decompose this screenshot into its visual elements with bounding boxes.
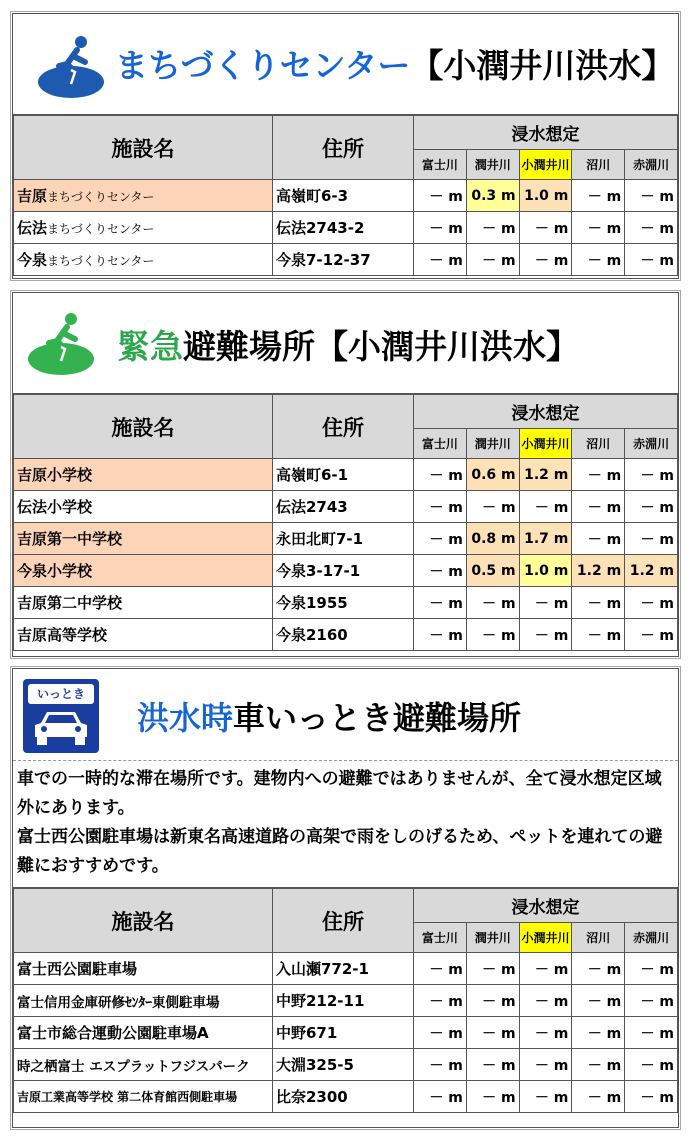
depth-value: － m [466,1081,519,1113]
facility-name: 富士西公園駐車場 [14,953,273,985]
depth-value: － m [572,1017,625,1049]
facility-table [13,394,678,651]
depth-value: 0.5 m [466,555,519,587]
depth-value: － m [414,180,467,212]
car-icon [31,709,91,747]
depth-value: － m [625,459,678,491]
name-text: 今泉 [17,251,48,269]
icon-label: いっとき [28,684,94,704]
title-rest: 【小潤井川洪水】 [410,46,675,85]
facility-name [14,244,273,276]
depth-value: － m [466,619,519,651]
depth-value: － m [519,619,572,651]
table-row [14,1081,678,1113]
description-paragraph: 富士西公園駐車場は新東名高速道路の高架で雨をしのげるため、ペットを連れての避難におすすめです。 [17,827,663,876]
depth-value: 1.0 m [519,555,572,587]
depth-value: 1.2 m [519,459,572,491]
depth-value: － m [466,1017,519,1049]
depth-value: － m [625,985,678,1017]
running-person-icon [27,309,97,379]
name-suffix: まちづくりセンター [47,254,155,268]
table-row [14,212,678,244]
facility-table [13,115,678,276]
title-rest: 車いっとき避難場所 [233,699,522,737]
depth-value: － m [572,619,625,651]
depth-value: － m [414,491,467,523]
depth-value: － m [414,619,467,651]
depth-value: － m [414,587,467,619]
depth-value: － m [572,180,625,212]
facility-address: 大淵325-5 [273,1049,414,1081]
depth-value: － m [519,587,572,619]
depth-value: － m [625,587,678,619]
col-header-flood: 浸水想定 [414,116,678,150]
facility-address: 今泉2160 [273,619,414,651]
facility-address: 今泉1955 [273,587,414,619]
col-header-river: 富士川 [414,923,467,953]
depth-value: － m [466,491,519,523]
col-header-name: 施設名 [14,889,273,953]
facility-name: 吉原第一中学校 [14,523,273,555]
section-title [137,693,521,739]
facility-address: 比奈2300 [273,1081,414,1113]
depth-value: － m [414,985,467,1017]
col-header-river: 沼川 [572,150,625,180]
facility-address: 今泉7-12-37 [273,244,414,276]
description [13,761,678,888]
facility-address: 中野212-11 [273,985,414,1017]
depth-value: － m [414,555,467,587]
col-header-address: 住所 [273,395,414,459]
col-header-river: 沼川 [572,923,625,953]
depth-value: － m [572,212,625,244]
table-row [14,523,678,555]
depth-value: － m [414,244,467,276]
depth-value: － m [572,1081,625,1113]
depth-value: － m [572,244,625,276]
table-row [14,1049,678,1081]
depth-value: － m [519,244,572,276]
facility-address: 伝法2743 [273,491,414,523]
facility-address: 伝法2743-2 [273,212,414,244]
name-text: 吉原 [17,187,48,205]
depth-value: － m [625,953,678,985]
facility-address: 入山瀬772-1 [273,953,414,985]
depth-value: － m [625,244,678,276]
section-machizukuri-center [12,13,679,279]
facility-name: 富士市総合運動公園駐車場A [14,1017,273,1049]
depth-value: － m [466,985,519,1017]
facility-name [14,180,273,212]
facility-name: 吉原高等学校 [14,619,273,651]
depth-value: － m [519,985,572,1017]
table-row [14,244,678,276]
depth-value: － m [414,953,467,985]
table-row [14,953,678,985]
facility-address: 永田北町7-1 [273,523,414,555]
name-suffix: まちづくりセンター [47,222,155,236]
facility-name: 今泉小学校 [14,555,273,587]
depth-value: － m [519,491,572,523]
depth-value: － m [466,587,519,619]
depth-value: － m [519,953,572,985]
section-header [13,669,678,761]
depth-value: － m [572,491,625,523]
depth-value: － m [414,459,467,491]
depth-value: 1.7 m [519,523,572,555]
section-header [13,14,678,115]
depth-value: － m [414,1049,467,1081]
col-header-river: 小潤井川 [519,429,572,459]
depth-value: － m [414,212,467,244]
col-header-flood: 浸水想定 [414,395,678,429]
facility-table [13,888,678,1113]
depth-value: － m [572,985,625,1017]
depth-value: － m [519,1017,572,1049]
col-header-river: 潤井川 [466,923,519,953]
depth-value: － m [466,244,519,276]
depth-value: － m [414,1081,467,1113]
col-header-river: 富士川 [414,429,467,459]
col-header-river: 沼川 [572,429,625,459]
depth-value: － m [519,1081,572,1113]
depth-value: － m [625,212,678,244]
col-header-flood: 浸水想定 [414,889,678,923]
facility-name: 吉原第二中学校 [14,587,273,619]
title-rest: 避難場所【小潤井川洪水】 [183,327,579,366]
depth-value: － m [519,212,572,244]
depth-value: － m [414,1017,467,1049]
col-header-river: 赤淵川 [625,150,678,180]
facility-name: 伝法小学校 [14,491,273,523]
col-header-river: 小潤井川 [519,150,572,180]
table-row [14,555,678,587]
col-header-name: 施設名 [14,395,273,459]
depth-value: － m [572,1049,625,1081]
depth-value: － m [466,212,519,244]
col-header-address: 住所 [273,116,414,180]
col-header-name: 施設名 [14,116,273,180]
depth-value: － m [466,953,519,985]
depth-value: － m [572,523,625,555]
depth-value: － m [572,459,625,491]
col-header-river: 富士川 [414,150,467,180]
col-header-river: 小潤井川 [519,923,572,953]
depth-value: 0.8 m [466,523,519,555]
facility-name [14,212,273,244]
depth-value: － m [625,491,678,523]
section-title [117,321,579,368]
depth-value: － m [625,523,678,555]
depth-value: － m [572,587,625,619]
facility-name: 吉原工業高等学校 第二体育館西側駐車場 [14,1081,273,1113]
depth-value: 0.3 m [466,180,519,212]
name-text: 伝法 [17,219,48,237]
table-row [14,619,678,651]
depth-value: － m [572,953,625,985]
running-person-icon [37,32,107,102]
table-row [14,459,678,491]
facility-address: 高嶺町6-1 [273,459,414,491]
facility-name: 吉原小学校 [14,459,273,491]
depth-value: 1.2 m [572,555,625,587]
col-header-river: 潤井川 [466,429,519,459]
section-header [13,293,678,394]
title-accent: まちづくりセンター [115,46,411,85]
col-header-river: 赤淵川 [625,429,678,459]
depth-value: － m [625,1049,678,1081]
facility-address: 高嶺町6-3 [273,180,414,212]
col-header-address: 住所 [273,889,414,953]
table-row [14,1017,678,1049]
name-suffix: まちづくりセンター [47,190,155,204]
title-accent: 緊急 [117,327,183,366]
depth-value: 1.2 m [625,555,678,587]
facility-name: 時之栖富士 エスプラットフジスパーク [14,1049,273,1081]
depth-value: － m [625,1081,678,1113]
depth-value: 1.0 m [519,180,572,212]
table-row [14,491,678,523]
table-row [14,180,678,212]
car-shelter-icon [23,679,99,753]
section-title [115,40,674,87]
facility-address: 今泉3-17-1 [273,555,414,587]
depth-value: － m [625,1017,678,1049]
facility-address: 中野671 [273,1017,414,1049]
description-paragraph: 車での一時的な滞在場所です。建物内への避難ではありませんが、全て浸水想定区域外にあります。 [17,769,662,818]
depth-value: 0.6 m [466,459,519,491]
col-header-river: 赤淵川 [625,923,678,953]
depth-value: － m [414,523,467,555]
section-car-temporary-shelter [12,668,679,1128]
depth-value: － m [519,1049,572,1081]
facility-name: 富士信用金庫研修ｾﾝﾀｰ東側駐車場 [14,985,273,1017]
title-accent: 洪水時 [137,699,234,737]
depth-value: － m [625,619,678,651]
depth-value: － m [466,1049,519,1081]
depth-value: － m [625,180,678,212]
col-header-river: 潤井川 [466,150,519,180]
table-row [14,985,678,1017]
table-row [14,587,678,619]
section-emergency-shelter [12,292,679,657]
